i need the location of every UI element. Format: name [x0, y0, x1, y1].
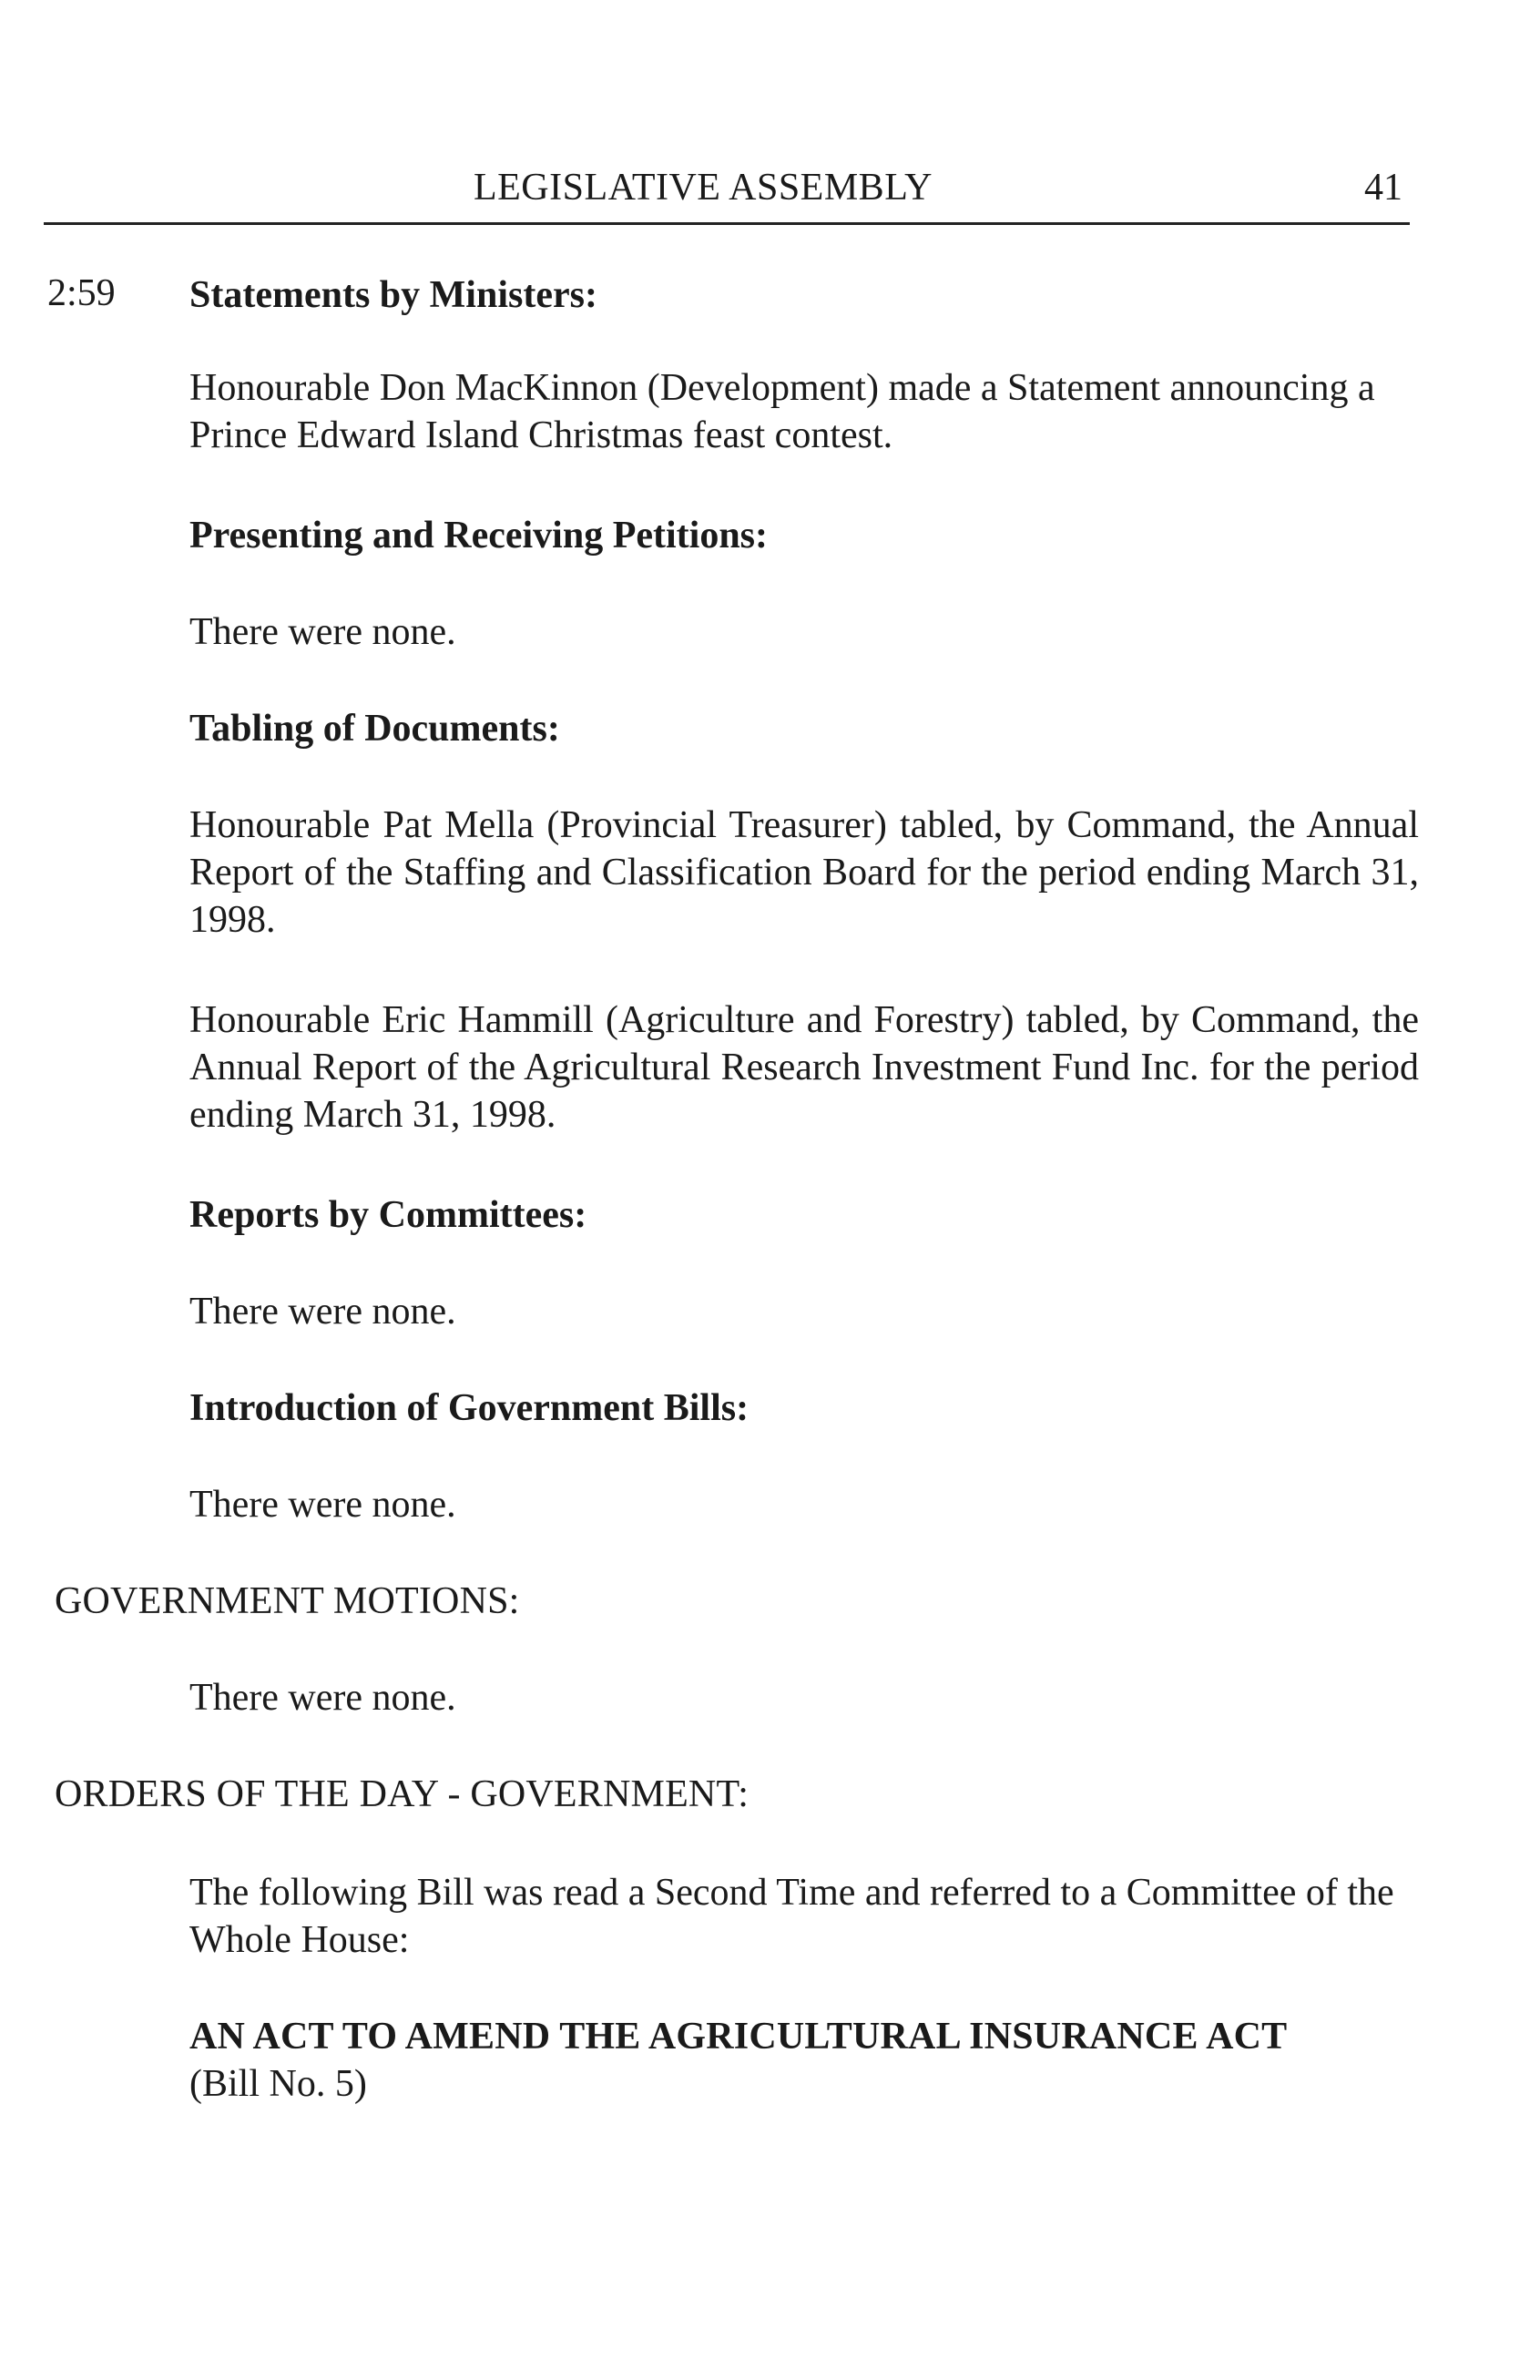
orders-of-day-heading: ORDERS OF THE DAY - GOVERNMENT:	[55, 1773, 750, 1815]
petitions-heading: Presenting and Receiving Petitions:	[189, 515, 769, 557]
government-bills-heading: Introduction of Government Bills:	[189, 1387, 750, 1429]
time-stamp: 2:59	[47, 272, 116, 314]
statements-heading: Statements by Ministers:	[189, 274, 597, 316]
tabling-item-1: Honourable Pat Mella (Provincial Treasurer) tabled, by Command, the Annual Report of the Staffing and Classification Board for the period ending March 31, 1998.	[189, 804, 1419, 941]
government-motions-heading: GOVERNMENT MOTIONS:	[55, 1580, 520, 1622]
petitions-text: There were none.	[189, 611, 456, 653]
statements-text: Honourable Don MacKinnon (Development) made a Statement announcing a Prince Edward Island Christmas feast contest.	[189, 367, 1375, 456]
government-bills-text: There were none.	[189, 1484, 456, 1526]
committees-text: There were none.	[189, 1291, 456, 1333]
bill-title: AN ACT TO AMEND THE AGRICULTURAL INSURANCE ACT	[189, 2016, 1288, 2058]
header-title: LEGISLATIVE ASSEMBLY	[474, 167, 933, 209]
bill-number: (Bill No. 5)	[189, 2063, 367, 2105]
committees-heading: Reports by Committees:	[189, 1194, 587, 1236]
government-motions-text: There were none.	[189, 1677, 456, 1719]
tabling-heading: Tabling of Documents:	[189, 708, 560, 750]
page-number: 41	[1364, 167, 1402, 209]
orders-of-day-text: The following Bill was read a Second Time and referred to a Committee of the Whole House:	[189, 1872, 1394, 1961]
page-header	[44, 157, 1410, 225]
tabling-item-2: Honourable Eric Hammill (Agriculture and Forestry) tabled, by Command, the Annual Report of the Agricultural Research Investment Fund Inc. for the period ending March 31, 1998.	[189, 999, 1419, 1136]
